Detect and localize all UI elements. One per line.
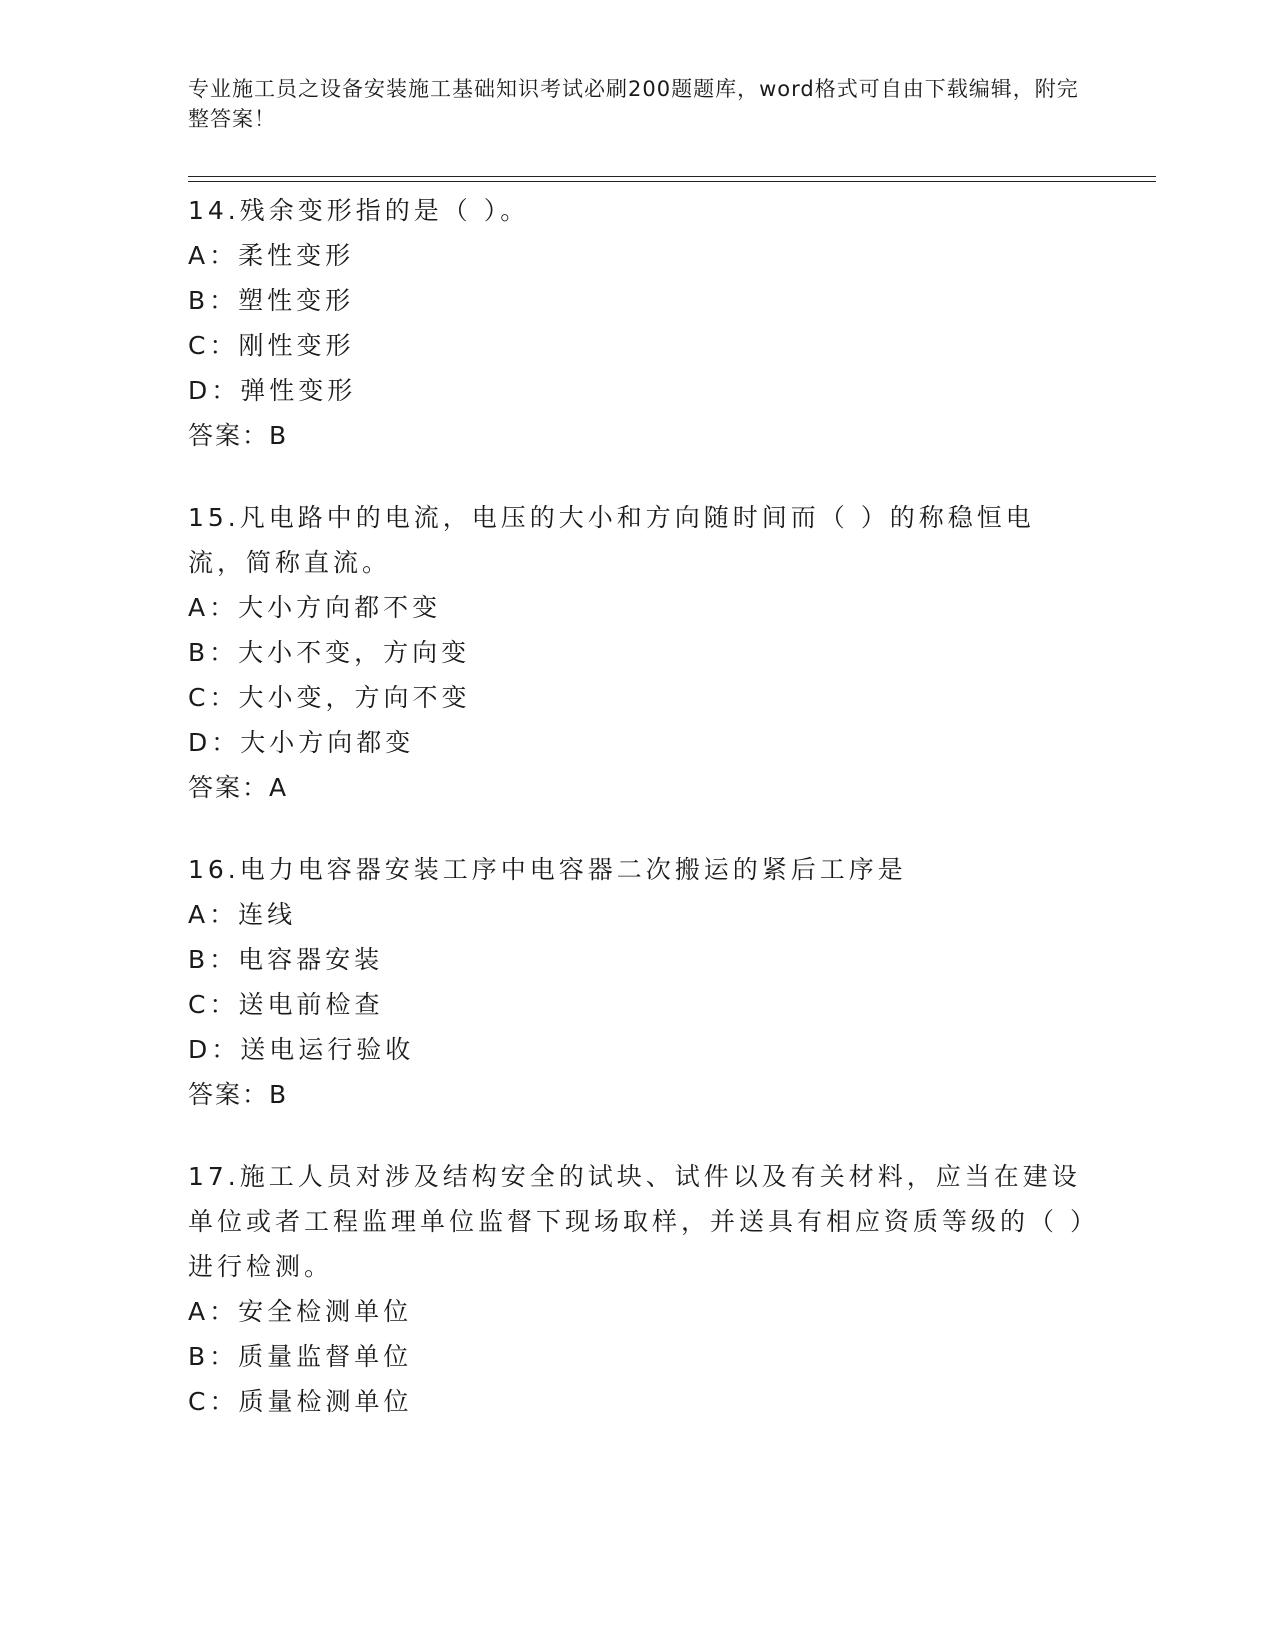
option-c: C：刚性变形 <box>188 331 355 360</box>
question-text: 15.凡电路中的电流，电压的大小和方向随时间而（ ）的称稳恒电流，简称直流。 <box>188 503 1035 577</box>
answer-line: 答案：B <box>188 421 289 450</box>
question-17 <box>188 1154 1088 1424</box>
answer-line: 答案：A <box>188 773 289 802</box>
option-a: A：大小方向都不变 <box>188 593 442 622</box>
question-list <box>188 188 1088 1460</box>
answer-line: 答案：B <box>188 1080 289 1109</box>
option-b: B：电容器安装 <box>188 945 384 974</box>
option-d: D：大小方向都变 <box>188 728 415 757</box>
question-14 <box>188 188 1088 459</box>
option-d: D：弹性变形 <box>188 376 357 405</box>
option-c: C：大小变，方向不变 <box>188 683 471 712</box>
option-c: C：送电前检查 <box>188 990 384 1019</box>
document-header: 专业施工员之设备安装施工基础知识考试必刷200题题库，word格式可自由下载编辑，附完整答案！ <box>188 77 1079 131</box>
option-b: B：质量监督单位 <box>188 1342 413 1371</box>
option-a: A：连线 <box>188 900 297 929</box>
question-text: 17.施工人员对涉及结构安全的试块、试件以及有关材料，应当在建设单位或者工程监理单位监督下现场取样，并送具有相应资质等级的（ ）进行检测。 <box>188 1162 1087 1281</box>
header-divider-bottom <box>188 181 1156 182</box>
question-15 <box>188 495 1088 811</box>
option-d: D：送电运行验收 <box>188 1035 415 1064</box>
question-16 <box>188 847 1088 1118</box>
option-a: A：安全检测单位 <box>188 1297 413 1326</box>
option-c: C：质量检测单位 <box>188 1387 413 1416</box>
header-divider-top <box>188 176 1156 177</box>
option-b: B：大小不变，方向变 <box>188 638 471 667</box>
question-text: 16.电力电容器安装工序中电容器二次搬运的紧后工序是 <box>188 855 907 884</box>
question-text: 14.残余变形指的是（ ）。 <box>188 196 530 225</box>
option-a: A：柔性变形 <box>188 241 355 270</box>
option-b: B：塑性变形 <box>188 286 355 315</box>
